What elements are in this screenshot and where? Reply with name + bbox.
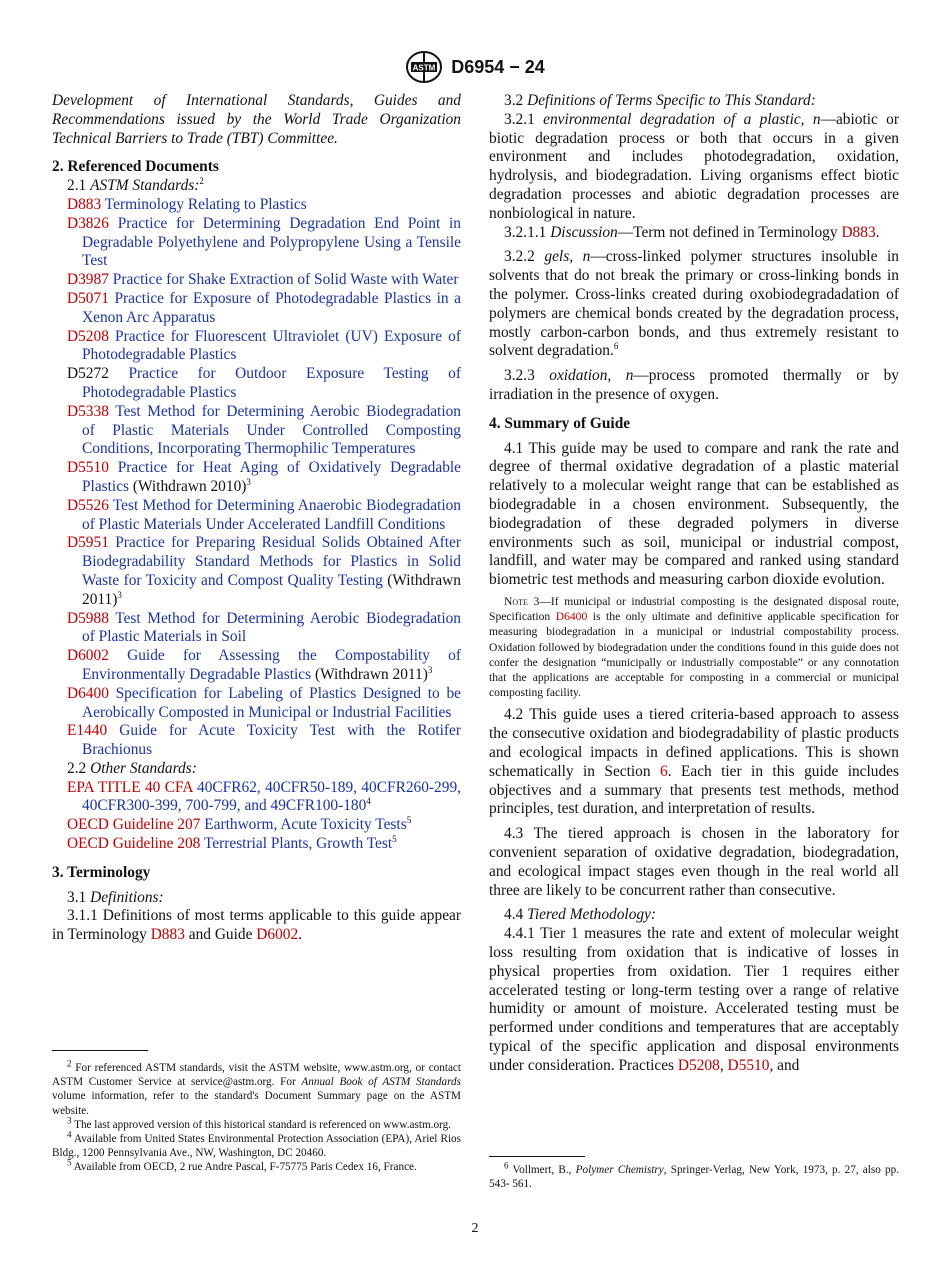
document-designation: D6954 − 24 <box>451 56 545 77</box>
section-3-1-heading: 3.1 Definitions: <box>67 888 164 906</box>
reference-code: OECD Guideline 207 <box>67 816 201 834</box>
note-3: Note 3—If municipal or industrial composting is the designated disposal route, Specification D6400 is the only ultimate and definitive applicable specification for measuring biodegradation in a municipal or industrial compostability process. Oxidation followed by biodegradation under the conditions found in this guide does not confer the designation “municipally or industrially compostable” or any connotation that the applications are acceptable for composting in a commercial or municipal composting facility. <box>489 594 900 700</box>
reference-title: Specification for Labeling of Plastics Designed to be Aerobically Composted in Municipal or Industrial Facilities <box>82 684 461 721</box>
reference-code: D5510 <box>67 459 109 477</box>
reference-title: 40CFR62, 40CFR50-189, 40CFR260-299, 40CFR300-399, 700-799, and 49CFR100-180 <box>82 778 461 815</box>
section-3-heading: 3. Terminology <box>52 863 151 881</box>
left-column <box>52 92 461 945</box>
page-header <box>0 50 950 84</box>
link-section-6[interactable]: 6 <box>660 762 668 780</box>
footnote-3: $^3$ The last approved version of this historical standard is referenced on www.astm.org. <box>67 1115 451 1131</box>
reference-item[interactable] <box>52 610 461 648</box>
paragraph-4-3: 4.3 The tiered approach is chosen in the laboratory for convenient separation of oxidative degradation, biodegradation, and ecological impact stages even though in the real world all three are likely to be concurrent rather than consecutive. <box>489 825 899 899</box>
link-d883[interactable]: D883 <box>841 223 876 241</box>
section-2-2-heading: 2.2 Other Standards: <box>67 759 197 777</box>
reference-title: Terrestrial Plants, Growth Test <box>203 835 393 853</box>
link-d5208[interactable]: D5208 <box>677 1056 720 1074</box>
reference-code: D5071 <box>67 289 109 307</box>
paragraph-4-4-1: 4.4.1 Tier 1 measures the rate and extent of molecular weight loss resulting from oxidation that is indicative of losses in physical properties from oxidation. Tier 1 requires either accelerated testing or long-term testing over a range of relative humidity or amount of moisture. Accelerated testing must be performed under conditions and temperatures that are acceptably typical of the specific application and disposal environments under consideration. Practices D5208, D5510, and <box>489 925 899 1074</box>
footnote-2: $^2$ For referenced ASTM standards, visit the ASTM website, www.astm.org, or contact ASTM Customer Service at service@astm.org. For Annual Book of ASTM Standards volume information, refer to the standard's Document Summary page on the ASTM website. <box>52 1058 461 1117</box>
reference-item[interactable] <box>52 328 461 366</box>
right-footnotes <box>489 1156 899 1191</box>
discussion-paragraph: 3.2.1.1 Discussion—Term not defined in Terminology D883. <box>504 223 880 241</box>
link-d6002[interactable]: D6002 <box>256 926 299 944</box>
reference-code: D5526 <box>67 496 109 514</box>
astm-reference-list <box>52 196 461 760</box>
reference-code: D883 <box>67 195 102 213</box>
other-reference-list <box>52 779 461 854</box>
footnote-6: $^6$ Vollmert, B., Polymer Chemistry, Springer-Verlag, New York, 1973, p. 27, also pp. 543- 561. <box>489 1160 899 1191</box>
reference-title: Earthworm, Acute Toxicity Tests <box>204 816 407 834</box>
reference-title: Practice for Outdoor Exposure Testing of Photodegradable Plastics <box>82 365 461 401</box>
reference-item[interactable] <box>52 271 461 290</box>
reference-item[interactable] <box>52 365 461 403</box>
reference-item[interactable] <box>52 215 461 271</box>
reference-code: D5272 <box>67 365 109 383</box>
reference-item[interactable] <box>52 497 461 535</box>
footnote-4: $^4$ Available from United States Environmental Protection Association (EPA), Ariel Rios Bldg., 1200 Pennsylvania Ave., NW, Washington, DC 20460. <box>52 1129 461 1160</box>
reference-code: D3987 <box>67 271 109 289</box>
reference-code: D5338 <box>67 402 109 420</box>
reference-title: Practice for Shake Extraction of Solid Waste with Water <box>112 271 459 289</box>
section-3-2-heading: 3.2 Definitions of Terms Specific to This Standard: <box>504 92 816 109</box>
withdrawn-note: (Withdrawn 2010) <box>132 477 247 495</box>
definition-oxidation: 3.2.3 oxidation, n—process promoted thermally or by irradiation in the presence of oxygen. <box>489 367 899 403</box>
left-footnotes <box>52 1050 461 1175</box>
withdrawn-note: (Withdrawn 2011) <box>314 665 428 683</box>
reference-code: D3826 <box>67 214 109 232</box>
definition-gels: 3.2.2 gels, n—cross-linked polymer structures insoluble in solvents that do not break the primary or cross-linking bonds in the polymer. Cross-links created during oxobiodegradadation of polymers are chemical bonds created by the degradation process, mostly carbon-carbon bonds, and thus extremely resistant to solvent degradation.$^6$ <box>489 248 899 360</box>
reference-item[interactable]: D5510 Practice for Heat Aging of Oxidatively Degradable Plastics (Withdrawn 2010)$^3$ <box>67 459 461 495</box>
reference-item[interactable] <box>52 722 461 760</box>
reference-code: E1440 <box>67 722 108 740</box>
reference-title: Test Method for Determining Anaerobic Biodegradation of Plastic Materials Under Accelerated Landfill Conditions <box>82 496 461 533</box>
reference-item[interactable] <box>52 196 461 215</box>
other-reference-item[interactable]: OECD Guideline 208 Terrestrial Plants, Growth Test$^5$ <box>67 833 397 853</box>
reference-code: D5988 <box>67 609 109 627</box>
reference-code: D5951 <box>67 534 109 552</box>
reference-title: Practice for Fluorescent Ultraviolet (UV) Exposure of Photodegradable Plastics <box>82 327 462 364</box>
section-4-4-heading: 4.4 Tiered Methodology: <box>504 906 657 924</box>
reference-title: Test Method for Determining Aerobic Biodegradation of Plastic Materials Under Controlled Composting Conditions, Incorporating Thermophilic Temperatures <box>82 402 461 458</box>
intro-paragraph: Development of International Standards, Guides and Recommendations issued by the World Trade Organization Technical Barriers to Trade (TBT) Committee. <box>52 92 461 147</box>
reference-title: Guide for Assessing the Compostability of Environmentally Degradable Plastics <box>82 647 461 683</box>
reference-title: Terminology Relating to Plastics <box>104 195 307 213</box>
reference-code: D6002 <box>67 647 109 665</box>
right-column <box>489 92 899 1075</box>
section-2-heading: 2. Referenced Documents <box>52 158 219 176</box>
reference-code: D5208 <box>67 327 109 345</box>
definition-environmental-degradation: 3.2.1 environmental degradation of a plastic, n—abiotic or biotic degradation process or both that occurs in a given environment and includes photodegradation, oxidation, hydrolysis, and biodegradation. Living organisms effect biotic degradation processes and abiotic degradation processes are nonbiological in nature. <box>489 110 899 222</box>
reference-title: Practice for Determining Degradation End Point in Degradable Polyethylene and Polypropylene Using a Tensile Test <box>82 214 461 270</box>
reference-item[interactable]: D5951 Practice for Preparing Residual Solids Obtained After Biodegradability Standard Methods for Plastics in Solid Waste for Toxicity and Compost Quality Testing (Withdrawn 2011)$^3$ <box>67 534 461 608</box>
reference-code: D6400 <box>67 684 109 702</box>
withdrawn-note: (Withdrawn 2011) <box>82 571 461 608</box>
reference-title: Test Method for Determining Aerobic Biodegradation of Plastic Materials in Soil <box>82 609 461 646</box>
reference-item[interactable] <box>52 685 461 723</box>
reference-item[interactable] <box>52 403 461 459</box>
page-number: 2 <box>471 1221 479 1236</box>
footnote-5: $^5$ Available from OECD, 2 rue Andre Pascal, F-75775 Paris Cedex 16, France. <box>67 1157 417 1174</box>
reference-item[interactable] <box>52 290 461 328</box>
other-reference-item[interactable]: OECD Guideline 207 Earthworm, Acute Toxicity Tests$^5$ <box>67 815 412 834</box>
reference-title: Practice for Preparing Residual Solids Obtained After Biodegradability Standard Methods for Plastics in Solid Waste for Toxicity and Compost Quality Testing <box>82 534 461 589</box>
paragraph-4-2: 4.2 This guide uses a tiered criteria-based approach to assess the consecutive oxidation and biodegradability of plastic products and ecological impacts in defined applications. This is shown schematically in Section 6. Each tier in this guide includes objectives and a summary that presents test methods, method principles, test duration, and interpretation of results. <box>489 706 899 818</box>
svg-text:ASTM: ASTM <box>412 63 436 73</box>
reference-code: OECD Guideline 208 <box>67 835 201 853</box>
link-d883[interactable]: D883 <box>150 926 185 944</box>
reference-code: EPA TITLE 40 CFA <box>67 778 193 796</box>
reference-title: Practice for Heat Aging of Oxidatively Degradable Plastics <box>82 459 461 495</box>
astm-logo-icon <box>405 50 443 84</box>
section-4-heading: 4. Summary of Guide <box>489 414 631 432</box>
section-3-1-1-paragraph: 3.1.1 Definitions of most terms applicable to this guide appear in Terminology D883 and Guide D6002. <box>52 907 461 944</box>
reference-title: Practice for Exposure of Photodegradable Plastics in a Xenon Arc Apparatus <box>82 289 461 326</box>
reference-title: Guide for Acute Toxicity Test with the Rotifer Brachionus <box>82 722 461 759</box>
link-d6400[interactable]: D6400 <box>555 610 588 624</box>
other-reference-item[interactable]: EPA TITLE 40 CFA 40CFR62, 40CFR50-189, 40CFR260-299, 40CFR300-399, 700-799, and $49CFR100-180^4$ <box>67 778 461 815</box>
link-d5510[interactable]: D5510 <box>727 1056 770 1074</box>
reference-item[interactable]: D6002 Guide for Assessing the Compostability of Environmentally Degradable Plastics (Withdrawn 2011)$^3$ <box>67 647 461 683</box>
paragraph-4-1: 4.1 This guide may be used to compare and rank the rate and degree of thermal oxidative degradation of a plastic material relatively to a molecular weight range that can be established as biodegradable in a chosen environment. Subsequently, the biodegradation of these degraded polymers in diverse environments such as soil, municipal or industrial compost, landfill, and water may be compared and ranked using standard biometric test methods and measuring carbon dioxide evolution. <box>489 439 899 589</box>
section-2-1-heading: 2.1 ASTM Standards:$^2$ <box>67 176 204 195</box>
